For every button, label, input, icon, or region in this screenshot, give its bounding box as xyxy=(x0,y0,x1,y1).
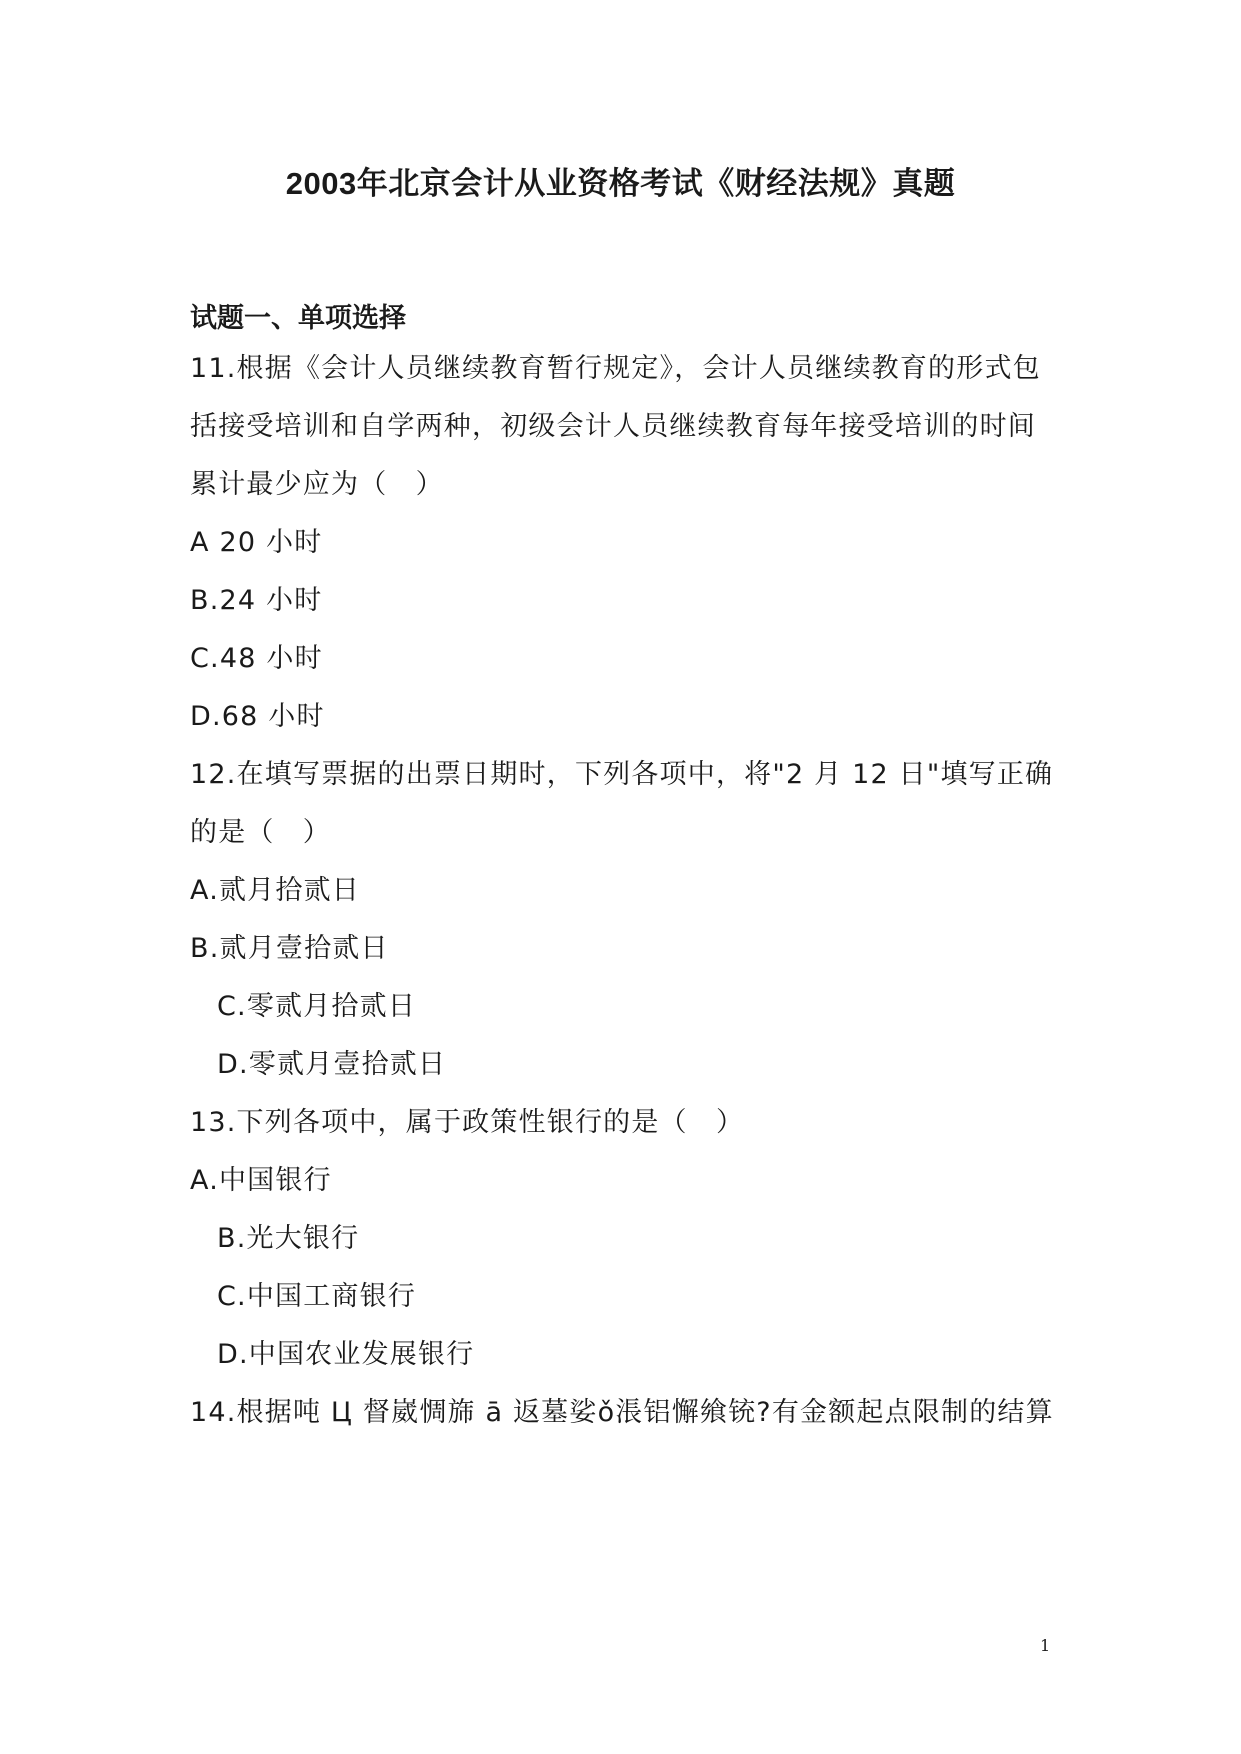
answer-option: A.中国银行 xyxy=(190,1165,332,1196)
answer-option: C.零贰月拾贰日 xyxy=(217,991,417,1022)
question-text: 11.根据《会计人员继续教育暂行规定》，会计人员继续教育的形式包 xyxy=(190,353,1041,384)
question-text: 括接受培训和自学两种，初级会计人员继续教育每年接受培训的时间 xyxy=(190,411,1036,442)
answer-option: C.中国工商银行 xyxy=(217,1281,417,1312)
answer-option: A 20 小时 xyxy=(190,527,323,558)
answer-option: D.68 小时 xyxy=(190,701,325,732)
section-heading: 试题一、单项选择 xyxy=(190,303,406,334)
question-text: 13.下列各项中，属于政策性银行的是（ ） xyxy=(190,1107,745,1138)
question-text: 的是（ ） xyxy=(190,817,331,848)
answer-option: B.24 小时 xyxy=(190,585,323,616)
question-text: 累计最少应为（ ） xyxy=(190,469,444,500)
answer-option: A.贰月拾贰日 xyxy=(190,875,360,906)
page-number: 1 xyxy=(1040,1636,1051,1655)
question-text: 12.在填写票据的出票日期时，下列各项中，将"2 月 12 日"填写正确 xyxy=(190,759,1054,790)
answer-option: C.48 小时 xyxy=(190,643,323,674)
answer-option: D.中国农业发展银行 xyxy=(217,1339,475,1370)
document-title: 2003年北京会计从业资格考试《财经法规》真题 xyxy=(285,166,956,201)
question-text: 14.根据吨 Ц 督崴惆旆 ā 返墓娑ǒ涱铝懈飨铳?有金额起点限制的结算 xyxy=(190,1397,1054,1428)
answer-option: B.贰月壹拾贰日 xyxy=(190,933,389,964)
answer-option: D.零贰月壹拾贰日 xyxy=(217,1049,447,1080)
answer-option: B.光大银行 xyxy=(217,1223,360,1254)
